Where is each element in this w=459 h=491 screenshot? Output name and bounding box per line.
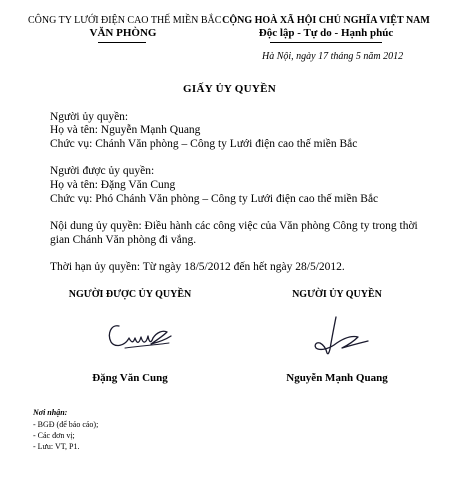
grantor-signature-title: NGƯỜI ỦY QUYỀN: [292, 289, 382, 300]
org-name: CÔNG TY LƯỚI ĐIỆN CAO THẾ MIỀN BẮC: [28, 15, 222, 26]
content-line-1: Nội dung ủy quyền: Điều hành các công việc của Văn phòng Công ty trong thời: [50, 220, 418, 232]
grantee-position: Chức vụ: Phó Chánh Văn phòng – Công ty Lưới điện cao thế miền Bắc: [50, 193, 379, 205]
org-department: VĂN PHÒNG: [89, 27, 157, 39]
grantee-name: Họ và tên: Đặng Văn Cung: [50, 179, 176, 191]
recipient-item: - BGĐ (để báo cáo);: [33, 420, 99, 429]
document-title: GIẤY ỦY QUYỀN: [183, 83, 276, 95]
grantor-position: Chức vụ: Chánh Văn phòng – Công ty Lưới điện cao thế miền Bắc: [50, 138, 358, 150]
nation-motto: Độc lập - Tự do - Hạnh phúc: [258, 27, 394, 39]
grantee-heading: Người được ủy quyền:: [50, 165, 155, 177]
recipients-heading: Nơi nhận:: [33, 408, 68, 417]
recipient-item: - Lưu: VT, P1.: [33, 442, 80, 451]
grantor-signature-image: [302, 315, 372, 359]
place-date: Hà Nội, ngày 17 tháng 5 năm 2012: [262, 51, 404, 62]
grantee-signature-image: [105, 318, 175, 352]
grantor-name: Họ và tên: Nguyễn Mạnh Quang: [50, 124, 201, 136]
motto-underline: [270, 42, 382, 43]
org-underline: [98, 42, 146, 43]
grantee-signature-name: Đặng Văn Cung: [92, 372, 168, 384]
grantor-signature-name: Nguyễn Mạnh Quang: [286, 372, 388, 384]
duration: Thời hạn ủy quyền: Từ ngày 18/5/2012 đến hết ngày 28/5/2012.: [50, 261, 345, 273]
grantee-signature-title: NGƯỜI ĐƯỢC ỦY QUYỀN: [68, 289, 192, 300]
grantor-heading: Người ủy quyền:: [50, 111, 129, 123]
nation-name: CỘNG HOÀ XÃ HỘI CHỦ NGHĨA VIỆT NAM: [222, 15, 430, 26]
content-line-2: gian Chánh Văn phòng đi vắng.: [50, 234, 197, 246]
recipient-item: - Các đơn vị;: [33, 431, 75, 440]
